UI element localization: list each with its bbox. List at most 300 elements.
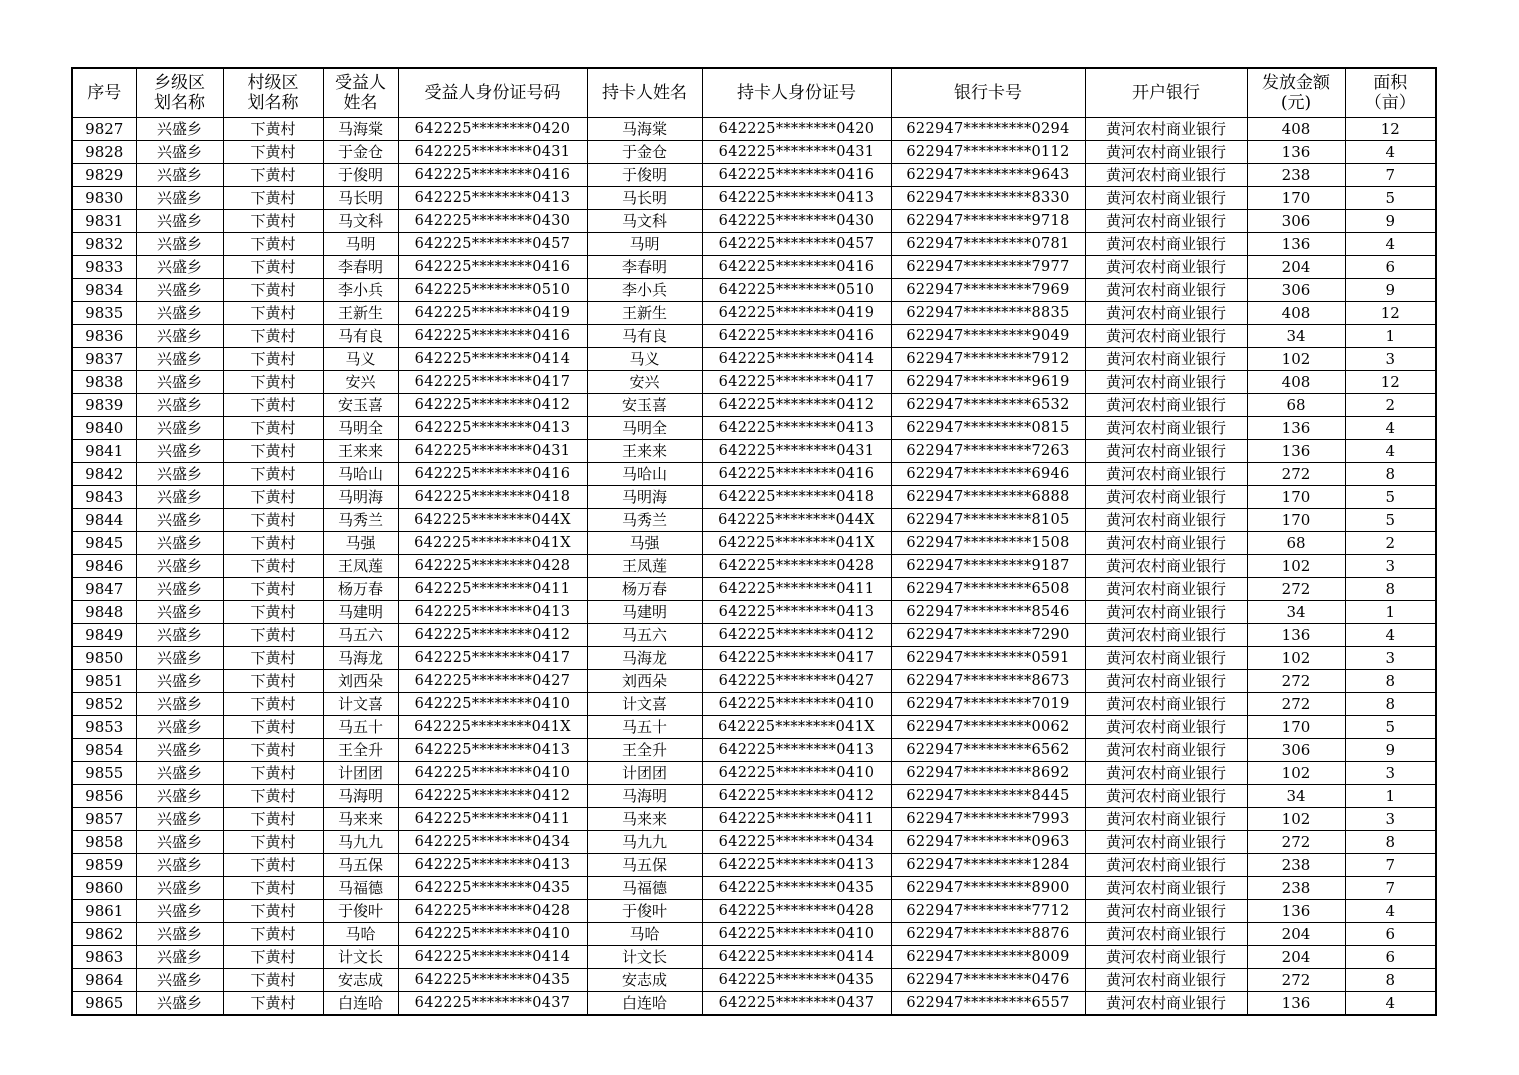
cell-township: 兴盛乡 xyxy=(136,946,223,969)
cell-amount: 204 xyxy=(1247,256,1345,279)
cell-holder-id: 642225********0434 xyxy=(702,831,891,854)
cell-beneficiary-id: 642225********0412 xyxy=(398,624,587,647)
table-row xyxy=(72,509,1436,532)
cell-beneficiary: 于俊明 xyxy=(323,164,398,187)
cell-card-no: 622947*********6946 xyxy=(891,463,1085,486)
cell-holder-name: 马文科 xyxy=(587,210,702,233)
cell-area: 5 xyxy=(1345,187,1436,210)
cell-card-no: 622947*********7993 xyxy=(891,808,1085,831)
cell-bank: 黄河农村商业银行 xyxy=(1085,210,1247,233)
cell-area: 3 xyxy=(1345,762,1436,785)
cell-beneficiary-id: 642225********0416 xyxy=(398,256,587,279)
cell-area: 12 xyxy=(1345,302,1436,325)
header-beneficiary-id xyxy=(398,68,587,118)
subsidy-disbursement-table xyxy=(71,67,1437,1016)
cell-card-no: 622947*********8900 xyxy=(891,877,1085,900)
cell-amount: 34 xyxy=(1247,325,1345,348)
table-row xyxy=(72,992,1436,1016)
cell-bank: 黄河农村商业银行 xyxy=(1085,187,1247,210)
cell-amount: 170 xyxy=(1247,509,1345,532)
cell-beneficiary-id: 642225********0430 xyxy=(398,210,587,233)
cell-bank: 黄河农村商业银行 xyxy=(1085,509,1247,532)
cell-beneficiary: 李春明 xyxy=(323,256,398,279)
cell-card-no: 622947*********8835 xyxy=(891,302,1085,325)
cell-card-no: 622947*********9619 xyxy=(891,371,1085,394)
table-row xyxy=(72,808,1436,831)
cell-area: 6 xyxy=(1345,923,1436,946)
cell-beneficiary-id: 642225********0413 xyxy=(398,417,587,440)
cell-holder-id: 642225********0410 xyxy=(702,693,891,716)
cell-holder-name: 刘西朵 xyxy=(587,670,702,693)
cell-holder-id: 642225********0420 xyxy=(702,118,891,141)
cell-amount: 272 xyxy=(1247,693,1345,716)
cell-card-no: 622947*********0062 xyxy=(891,716,1085,739)
table-row xyxy=(72,716,1436,739)
cell-bank: 黄河农村商业银行 xyxy=(1085,256,1247,279)
cell-bank: 黄河农村商业银行 xyxy=(1085,785,1247,808)
cell-bank: 黄河农村商业银行 xyxy=(1085,532,1247,555)
cell-beneficiary-id: 642225********0434 xyxy=(398,831,587,854)
cell-area: 8 xyxy=(1345,463,1436,486)
cell-beneficiary: 马福德 xyxy=(323,877,398,900)
cell-area: 9 xyxy=(1345,279,1436,302)
cell-holder-name: 于俊明 xyxy=(587,164,702,187)
cell-township: 兴盛乡 xyxy=(136,463,223,486)
cell-beneficiary-id: 642225********0416 xyxy=(398,463,587,486)
cell-holder-id: 642225********0416 xyxy=(702,256,891,279)
cell-beneficiary-id: 642225********0428 xyxy=(398,555,587,578)
cell-card-no: 622947*********9643 xyxy=(891,164,1085,187)
cell-area: 8 xyxy=(1345,693,1436,716)
cell-holder-name: 计团团 xyxy=(587,762,702,785)
cell-village: 下黄村 xyxy=(223,463,323,486)
table-row xyxy=(72,831,1436,854)
cell-bank: 黄河农村商业银行 xyxy=(1085,601,1247,624)
cell-area: 5 xyxy=(1345,716,1436,739)
cell-holder-id: 642225********0418 xyxy=(702,486,891,509)
cell-township: 兴盛乡 xyxy=(136,394,223,417)
cell-beneficiary-id: 642225********0417 xyxy=(398,647,587,670)
cell-card-no: 622947*********6888 xyxy=(891,486,1085,509)
header-amount-line2: (元) xyxy=(1280,93,1312,113)
header-township-line2: 划名称 xyxy=(154,93,205,113)
cell-seq: 9842 xyxy=(72,463,136,486)
table-row xyxy=(72,486,1436,509)
cell-township: 兴盛乡 xyxy=(136,831,223,854)
cell-holder-id: 642225********044X xyxy=(702,509,891,532)
header-area-line1: 面积 xyxy=(1373,73,1408,93)
cell-seq: 9854 xyxy=(72,739,136,762)
cell-area: 1 xyxy=(1345,785,1436,808)
cell-beneficiary-id: 642225********0427 xyxy=(398,670,587,693)
cell-amount: 408 xyxy=(1247,371,1345,394)
cell-beneficiary-id: 642225********041X xyxy=(398,716,587,739)
cell-township: 兴盛乡 xyxy=(136,670,223,693)
cell-seq: 9838 xyxy=(72,371,136,394)
cell-amount: 238 xyxy=(1247,854,1345,877)
cell-holder-name: 马秀兰 xyxy=(587,509,702,532)
cell-card-no: 622947*********7263 xyxy=(891,440,1085,463)
cell-village: 下黄村 xyxy=(223,141,323,164)
table-row xyxy=(72,900,1436,923)
cell-beneficiary: 马秀兰 xyxy=(323,509,398,532)
cell-card-no: 622947*********8330 xyxy=(891,187,1085,210)
header-beneficiary-line2: 姓名 xyxy=(343,93,378,113)
cell-amount: 170 xyxy=(1247,716,1345,739)
cell-township: 兴盛乡 xyxy=(136,118,223,141)
cell-area: 4 xyxy=(1345,992,1436,1016)
cell-village: 下黄村 xyxy=(223,624,323,647)
cell-village: 下黄村 xyxy=(223,670,323,693)
cell-village: 下黄村 xyxy=(223,417,323,440)
cell-bank: 黄河农村商业银行 xyxy=(1085,118,1247,141)
cell-township: 兴盛乡 xyxy=(136,141,223,164)
cell-bank: 黄河农村商业银行 xyxy=(1085,946,1247,969)
cell-holder-id: 642225********0411 xyxy=(702,578,891,601)
cell-seq: 9865 xyxy=(72,992,136,1016)
table-row xyxy=(72,624,1436,647)
cell-holder-id: 642225********0410 xyxy=(702,762,891,785)
cell-bank: 黄河农村商业银行 xyxy=(1085,923,1247,946)
cell-seq: 9837 xyxy=(72,348,136,371)
cell-beneficiary-id: 642225********0413 xyxy=(398,739,587,762)
cell-holder-name: 马海明 xyxy=(587,785,702,808)
cell-holder-id: 642225********0413 xyxy=(702,739,891,762)
cell-village: 下黄村 xyxy=(223,785,323,808)
cell-beneficiary-id: 642225********0431 xyxy=(398,440,587,463)
header-holder-id-label: 持卡人身份证号 xyxy=(737,83,856,103)
table-row xyxy=(72,762,1436,785)
cell-township: 兴盛乡 xyxy=(136,877,223,900)
cell-area: 4 xyxy=(1345,900,1436,923)
cell-township: 兴盛乡 xyxy=(136,532,223,555)
cell-beneficiary-id: 642225********0428 xyxy=(398,900,587,923)
cell-beneficiary: 于金仓 xyxy=(323,141,398,164)
cell-beneficiary-id: 642225********044X xyxy=(398,509,587,532)
cell-amount: 34 xyxy=(1247,785,1345,808)
cell-area: 3 xyxy=(1345,808,1436,831)
cell-holder-name: 白连哈 xyxy=(587,992,702,1016)
cell-card-no: 622947*********7712 xyxy=(891,900,1085,923)
cell-beneficiary-id: 642225********0431 xyxy=(398,141,587,164)
table-row xyxy=(72,601,1436,624)
table-row xyxy=(72,440,1436,463)
cell-amount: 102 xyxy=(1247,348,1345,371)
cell-bank: 黄河农村商业银行 xyxy=(1085,371,1247,394)
cell-seq: 9827 xyxy=(72,118,136,141)
cell-beneficiary: 王凤莲 xyxy=(323,555,398,578)
cell-area: 4 xyxy=(1345,624,1436,647)
cell-beneficiary: 马明全 xyxy=(323,417,398,440)
cell-holder-name: 马哈山 xyxy=(587,463,702,486)
cell-township: 兴盛乡 xyxy=(136,440,223,463)
cell-beneficiary: 马明海 xyxy=(323,486,398,509)
cell-beneficiary: 马文科 xyxy=(323,210,398,233)
cell-area: 5 xyxy=(1345,509,1436,532)
table-row xyxy=(72,210,1436,233)
cell-beneficiary: 马哈山 xyxy=(323,463,398,486)
cell-village: 下黄村 xyxy=(223,302,323,325)
cell-township: 兴盛乡 xyxy=(136,302,223,325)
cell-area: 4 xyxy=(1345,417,1436,440)
cell-card-no: 622947*********0963 xyxy=(891,831,1085,854)
cell-card-no: 622947*********7912 xyxy=(891,348,1085,371)
cell-amount: 272 xyxy=(1247,670,1345,693)
cell-village: 下黄村 xyxy=(223,647,323,670)
cell-beneficiary-id: 642225********0416 xyxy=(398,164,587,187)
cell-seq: 9849 xyxy=(72,624,136,647)
cell-seq: 9860 xyxy=(72,877,136,900)
cell-holder-name: 马明全 xyxy=(587,417,702,440)
cell-bank: 黄河农村商业银行 xyxy=(1085,739,1247,762)
cell-beneficiary-id: 642225********0413 xyxy=(398,854,587,877)
header-township xyxy=(136,68,223,118)
cell-card-no: 622947*********0781 xyxy=(891,233,1085,256)
cell-village: 下黄村 xyxy=(223,762,323,785)
table-row xyxy=(72,325,1436,348)
cell-township: 兴盛乡 xyxy=(136,578,223,601)
cell-card-no: 622947*********9187 xyxy=(891,555,1085,578)
cell-holder-id: 642225********0435 xyxy=(702,877,891,900)
cell-village: 下黄村 xyxy=(223,371,323,394)
cell-holder-id: 642225********0510 xyxy=(702,279,891,302)
cell-holder-name: 安玉喜 xyxy=(587,394,702,417)
cell-area: 7 xyxy=(1345,877,1436,900)
cell-bank: 黄河农村商业银行 xyxy=(1085,141,1247,164)
cell-seq: 9855 xyxy=(72,762,136,785)
cell-bank: 黄河农村商业银行 xyxy=(1085,831,1247,854)
cell-village: 下黄村 xyxy=(223,279,323,302)
cell-holder-name: 马哈 xyxy=(587,923,702,946)
cell-bank: 黄河农村商业银行 xyxy=(1085,233,1247,256)
cell-area: 12 xyxy=(1345,118,1436,141)
cell-beneficiary-id: 642225********0411 xyxy=(398,578,587,601)
cell-village: 下黄村 xyxy=(223,233,323,256)
cell-amount: 306 xyxy=(1247,210,1345,233)
cell-beneficiary-id: 642225********0412 xyxy=(398,785,587,808)
cell-bank: 黄河农村商业银行 xyxy=(1085,578,1247,601)
cell-village: 下黄村 xyxy=(223,578,323,601)
cell-bank: 黄河农村商业银行 xyxy=(1085,325,1247,348)
cell-bank: 黄河农村商业银行 xyxy=(1085,992,1247,1016)
cell-holder-id: 642225********0419 xyxy=(702,302,891,325)
cell-holder-name: 马海龙 xyxy=(587,647,702,670)
cell-beneficiary-id: 642225********0435 xyxy=(398,969,587,992)
header-holder-name xyxy=(587,68,702,118)
cell-amount: 136 xyxy=(1247,440,1345,463)
cell-amount: 102 xyxy=(1247,647,1345,670)
cell-bank: 黄河农村商业银行 xyxy=(1085,808,1247,831)
cell-area: 6 xyxy=(1345,256,1436,279)
table-row xyxy=(72,164,1436,187)
cell-amount: 68 xyxy=(1247,532,1345,555)
header-seq-label: 序号 xyxy=(87,83,122,103)
cell-seq: 9828 xyxy=(72,141,136,164)
cell-bank: 黄河农村商业银行 xyxy=(1085,762,1247,785)
cell-holder-id: 642225********0413 xyxy=(702,854,891,877)
cell-holder-name: 马明 xyxy=(587,233,702,256)
cell-holder-name: 马福德 xyxy=(587,877,702,900)
table-row xyxy=(72,279,1436,302)
header-township-line1: 乡级区 xyxy=(154,73,205,93)
cell-holder-name: 马五六 xyxy=(587,624,702,647)
table-row xyxy=(72,394,1436,417)
cell-holder-name: 马明海 xyxy=(587,486,702,509)
cell-beneficiary: 安兴 xyxy=(323,371,398,394)
cell-holder-name: 王全升 xyxy=(587,739,702,762)
cell-seq: 9861 xyxy=(72,900,136,923)
cell-township: 兴盛乡 xyxy=(136,739,223,762)
cell-area: 3 xyxy=(1345,647,1436,670)
cell-beneficiary: 马明 xyxy=(323,233,398,256)
cell-beneficiary-id: 642225********041X xyxy=(398,532,587,555)
cell-card-no: 622947*********9718 xyxy=(891,210,1085,233)
cell-amount: 68 xyxy=(1247,394,1345,417)
cell-holder-id: 642225********0416 xyxy=(702,463,891,486)
cell-township: 兴盛乡 xyxy=(136,486,223,509)
cell-bank: 黄河农村商业银行 xyxy=(1085,164,1247,187)
header-village xyxy=(223,68,323,118)
cell-seq: 9829 xyxy=(72,164,136,187)
cell-village: 下黄村 xyxy=(223,739,323,762)
table-row xyxy=(72,647,1436,670)
header-bank-label: 开户银行 xyxy=(1132,83,1200,103)
cell-holder-name: 马建明 xyxy=(587,601,702,624)
cell-bank: 黄河农村商业银行 xyxy=(1085,716,1247,739)
cell-card-no: 622947*********1284 xyxy=(891,854,1085,877)
cell-village: 下黄村 xyxy=(223,900,323,923)
cell-beneficiary: 马强 xyxy=(323,532,398,555)
cell-area: 8 xyxy=(1345,578,1436,601)
cell-area: 4 xyxy=(1345,141,1436,164)
table-row xyxy=(72,417,1436,440)
cell-holder-id: 642225********0428 xyxy=(702,555,891,578)
cell-amount: 136 xyxy=(1247,417,1345,440)
header-holder-id xyxy=(702,68,891,118)
cell-seq: 9851 xyxy=(72,670,136,693)
cell-amount: 272 xyxy=(1247,831,1345,854)
header-holder-name-label: 持卡人姓名 xyxy=(602,83,687,103)
cell-seq: 9862 xyxy=(72,923,136,946)
cell-holder-id: 642225********0437 xyxy=(702,992,891,1016)
cell-holder-id: 642225********0431 xyxy=(702,440,891,463)
table-row xyxy=(72,877,1436,900)
cell-beneficiary-id: 642225********0411 xyxy=(398,808,587,831)
cell-township: 兴盛乡 xyxy=(136,601,223,624)
cell-beneficiary: 计文长 xyxy=(323,946,398,969)
table-row xyxy=(72,923,1436,946)
cell-seq: 9831 xyxy=(72,210,136,233)
cell-holder-id: 642225********0412 xyxy=(702,624,891,647)
cell-amount: 306 xyxy=(1247,279,1345,302)
cell-township: 兴盛乡 xyxy=(136,210,223,233)
cell-beneficiary-id: 642225********0435 xyxy=(398,877,587,900)
cell-bank: 黄河农村商业银行 xyxy=(1085,670,1247,693)
cell-village: 下黄村 xyxy=(223,509,323,532)
cell-township: 兴盛乡 xyxy=(136,693,223,716)
cell-card-no: 622947*********8876 xyxy=(891,923,1085,946)
cell-beneficiary: 马海棠 xyxy=(323,118,398,141)
header-beneficiary-line1: 受益人 xyxy=(335,73,386,93)
cell-beneficiary-id: 642225********0410 xyxy=(398,762,587,785)
cell-bank: 黄河农村商业银行 xyxy=(1085,555,1247,578)
cell-amount: 136 xyxy=(1247,900,1345,923)
cell-township: 兴盛乡 xyxy=(136,992,223,1016)
cell-beneficiary: 王新生 xyxy=(323,302,398,325)
cell-seq: 9830 xyxy=(72,187,136,210)
cell-seq: 9859 xyxy=(72,854,136,877)
cell-beneficiary: 刘西朵 xyxy=(323,670,398,693)
cell-village: 下黄村 xyxy=(223,348,323,371)
cell-area: 1 xyxy=(1345,601,1436,624)
cell-holder-name: 李春明 xyxy=(587,256,702,279)
cell-amount: 136 xyxy=(1247,141,1345,164)
cell-village: 下黄村 xyxy=(223,532,323,555)
cell-beneficiary: 于俊叶 xyxy=(323,900,398,923)
cell-beneficiary: 李小兵 xyxy=(323,279,398,302)
cell-seq: 9846 xyxy=(72,555,136,578)
cell-beneficiary: 马五六 xyxy=(323,624,398,647)
cell-card-no: 622947*********8009 xyxy=(891,946,1085,969)
cell-amount: 408 xyxy=(1247,118,1345,141)
cell-holder-name: 马来来 xyxy=(587,808,702,831)
cell-card-no: 622947*********8673 xyxy=(891,670,1085,693)
header-village-line1: 村级区 xyxy=(247,73,299,93)
cell-card-no: 622947*********8105 xyxy=(891,509,1085,532)
header-beneficiary xyxy=(323,68,398,118)
cell-card-no: 622947*********1508 xyxy=(891,532,1085,555)
cell-beneficiary: 王来来 xyxy=(323,440,398,463)
cell-holder-id: 642225********0457 xyxy=(702,233,891,256)
cell-area: 3 xyxy=(1345,348,1436,371)
cell-township: 兴盛乡 xyxy=(136,854,223,877)
cell-holder-id: 642225********0413 xyxy=(702,417,891,440)
cell-village: 下黄村 xyxy=(223,969,323,992)
cell-village: 下黄村 xyxy=(223,210,323,233)
cell-beneficiary-id: 642225********0457 xyxy=(398,233,587,256)
header-bank xyxy=(1085,68,1247,118)
cell-beneficiary-id: 642225********0437 xyxy=(398,992,587,1016)
cell-township: 兴盛乡 xyxy=(136,233,223,256)
cell-area: 9 xyxy=(1345,210,1436,233)
table-row xyxy=(72,348,1436,371)
cell-holder-id: 642225********0427 xyxy=(702,670,891,693)
cell-holder-id: 642225********0410 xyxy=(702,923,891,946)
cell-seq: 9835 xyxy=(72,302,136,325)
cell-amount: 272 xyxy=(1247,463,1345,486)
cell-township: 兴盛乡 xyxy=(136,187,223,210)
cell-beneficiary-id: 642225********0416 xyxy=(398,325,587,348)
cell-township: 兴盛乡 xyxy=(136,256,223,279)
cell-township: 兴盛乡 xyxy=(136,164,223,187)
cell-amount: 408 xyxy=(1247,302,1345,325)
cell-village: 下黄村 xyxy=(223,992,323,1016)
cell-card-no: 622947*********0591 xyxy=(891,647,1085,670)
cell-card-no: 622947*********8445 xyxy=(891,785,1085,808)
cell-holder-id: 642225********0417 xyxy=(702,371,891,394)
cell-card-no: 622947*********0476 xyxy=(891,969,1085,992)
cell-seq: 9852 xyxy=(72,693,136,716)
cell-beneficiary: 安玉喜 xyxy=(323,394,398,417)
cell-area: 6 xyxy=(1345,946,1436,969)
cell-bank: 黄河农村商业银行 xyxy=(1085,279,1247,302)
cell-holder-name: 马九九 xyxy=(587,831,702,854)
cell-bank: 黄河农村商业银行 xyxy=(1085,440,1247,463)
table-row xyxy=(72,256,1436,279)
cell-village: 下黄村 xyxy=(223,923,323,946)
cell-township: 兴盛乡 xyxy=(136,325,223,348)
table-row xyxy=(72,555,1436,578)
